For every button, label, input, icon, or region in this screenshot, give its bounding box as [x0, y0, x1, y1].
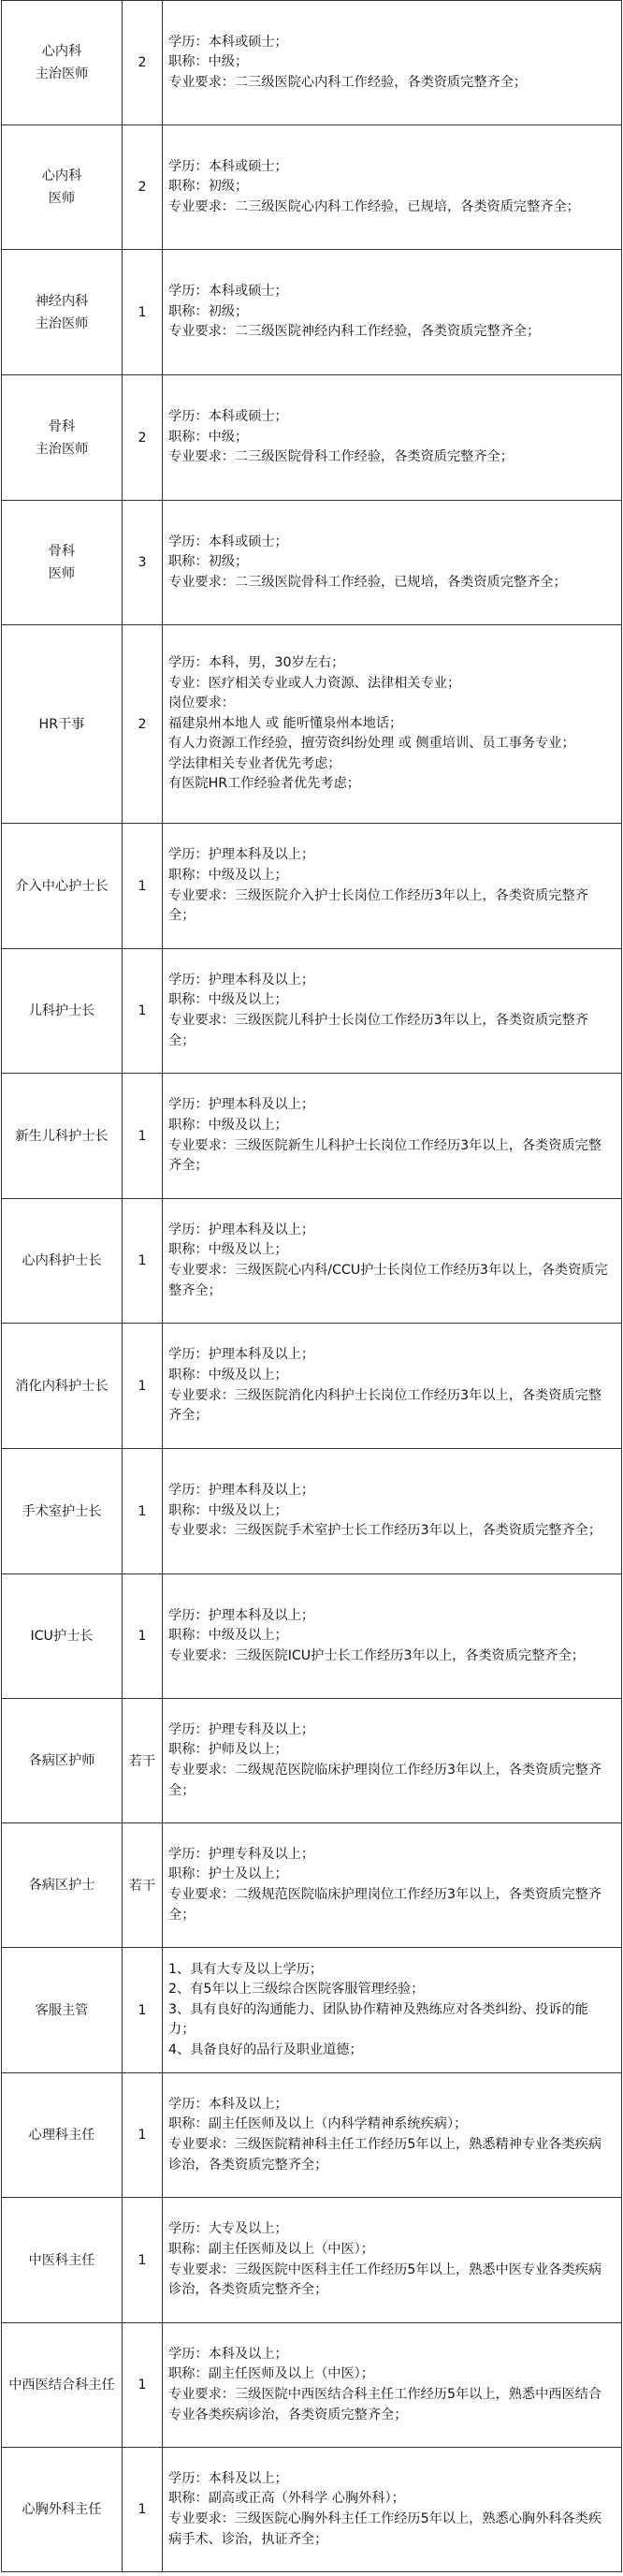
requirements-cell: 学历：本科，男，30岁左右； 专业：医疗相关专业或人力资源、法律相关专业； 岗位要求： 福建泉州本地人 或 能听懂泉州本地话； 有人力资源工作经验，擅劳资纠纷处理 或 侧重培训、员工事务专业； 学法律相关专业者优先考虑； 有医院HR工作经验者优先考虑； [163, 625, 622, 824]
requirements-cell: 学历：本科或硕士； 职称：中级； 专业要求：二三级医院骨科工作经验，各类资质完整齐全； [163, 375, 622, 501]
table-row [2, 375, 622, 501]
position-label: 神经内科 [35, 293, 89, 309]
headcount-cell: 若干 [123, 1699, 163, 1823]
recruitment-table-sheet [1, 0, 621, 2572]
position-label: 主治医师 [35, 315, 89, 331]
recruitment-table [1, 0, 622, 2572]
table-row [2, 949, 622, 1074]
position-cell [2, 2323, 123, 2448]
table-row [2, 1324, 622, 1449]
position-cell [2, 1074, 123, 1199]
headcount-cell: 2 [123, 125, 163, 250]
headcount-cell: 1 [123, 1574, 163, 1699]
position-cell [2, 501, 123, 625]
table-row [2, 1449, 622, 1574]
table-row [2, 824, 622, 949]
requirements-cell: 学历：本科及以上； 职称：副主任医师及以上（中医）； 专业要求：三级医院中西医结合科主任工作经历5年以上，熟悉中西医结合专业各类疾病诊治，各类资质完整齐全； [163, 2323, 622, 2448]
position-cell [2, 125, 123, 250]
requirements-cell: 学历：护理本科及以上； 职称：中级及以上； 专业要求：三级医院ICU护士长工作经历3年以上，各类资质完整齐全； [163, 1574, 622, 1699]
table-row [2, 2198, 622, 2323]
table-row [2, 2323, 622, 2448]
recruitment-table-body [2, 1, 622, 2572]
table-row [2, 625, 622, 824]
position-cell [2, 625, 123, 824]
position-cell [2, 824, 123, 949]
table-row [2, 1199, 622, 1324]
position-label: 主治医师 [35, 441, 89, 457]
position-label: 中医科主任 [28, 2252, 95, 2268]
position-cell [2, 375, 123, 501]
table-row [2, 2073, 622, 2198]
position-label: 心内科护士长 [22, 1253, 102, 1268]
position-cell [2, 2198, 123, 2323]
table-row [2, 501, 622, 625]
position-label: 介入中心护士长 [15, 878, 109, 894]
position-label: 各病区护师 [28, 1753, 95, 1768]
position-label: 客服主管 [35, 2002, 89, 2018]
requirements-cell: 学历：大专及以上； 职称：副主任医师及以上（中医）； 专业要求：三级医院中医科主任工作经历5年以上，熟悉中医专业各类疾病诊治，各类资质完整齐全； [163, 2198, 622, 2323]
position-label: 中西医结合科主任 [8, 2378, 115, 2393]
position-label: 新生儿科护士长 [15, 1128, 109, 1144]
position-label: 心内科 [41, 168, 82, 183]
headcount-cell: 若干 [123, 1823, 163, 1948]
requirements-cell: 学历：本科或硕士； 职称：初级； 专业要求：二三级医院神经内科工作经验，各类资质完整齐全； [163, 250, 622, 375]
position-label: 心内科 [41, 44, 82, 59]
requirements-cell: 学历：护理专科及以上； 职称：护师及以上； 专业要求：二级规范医院临床护理岗位工作经历3年以上，各类资质完整齐全； [163, 1699, 622, 1823]
position-cell [2, 1199, 123, 1324]
position-label: ICU护士长 [30, 1629, 94, 1644]
position-cell [2, 1823, 123, 1948]
position-cell [2, 1574, 123, 1699]
position-label: 主治医师 [35, 66, 89, 81]
headcount-cell: 3 [123, 501, 163, 625]
position-cell [2, 250, 123, 375]
headcount-cell: 2 [123, 625, 163, 824]
position-label: HR干事 [38, 716, 85, 732]
requirements-cell: 学历：护理本科及以上； 职称：中级及以上； 专业要求：三级医院介入护士长岗位工作经历3年以上，各类资质完整齐全； [163, 824, 622, 949]
table-row [2, 1574, 622, 1699]
headcount-cell: 1 [123, 1449, 163, 1574]
requirements-cell: 学历：护理本科及以上； 职称：中级及以上； 专业要求：三级医院手术室护士长工作经历3年以上，各类资质完整齐全； [163, 1449, 622, 1574]
table-row [2, 1, 622, 125]
position-label: 手术室护士长 [22, 1503, 102, 1519]
table-row [2, 1823, 622, 1948]
position-cell [2, 1699, 123, 1823]
table-row [2, 1699, 622, 1823]
table-row [2, 1074, 622, 1199]
position-cell [2, 1324, 123, 1449]
headcount-cell: 1 [123, 824, 163, 949]
headcount-cell: 1 [123, 250, 163, 375]
position-cell [2, 1948, 123, 2073]
requirements-cell: 学历：本科及以上； 职称：副高或正高（外科学 心胸外科）； 专业要求：三级医院心胸外科主任工作经历5年以上，熟悉心胸外科各类疾病手术、诊治，执证齐全； [163, 2448, 622, 2572]
requirements-cell: 学历：护理本科及以上； 职称：中级及以上； 专业要求：三级医院心内科/CCU护士长岗位工作经历3年以上，各类资质完整齐全； [163, 1199, 622, 1324]
headcount-cell: 1 [123, 1948, 163, 2073]
position-cell [2, 1449, 123, 1574]
requirements-cell: 学历：本科或硕士； 职称：中级； 专业要求：二三级医院心内科工作经验，各类资质完整齐全； [163, 1, 622, 125]
headcount-cell: 1 [123, 1074, 163, 1199]
headcount-cell: 1 [123, 2198, 163, 2323]
requirements-cell: 学历：护理专科及以上； 职称：护士及以上； 专业要求：二级规范医院临床护理岗位工作经历3年以上，各类资质完整齐全； [163, 1823, 622, 1948]
requirements-cell: 学历：护理本科及以上； 职称：中级及以上； 专业要求：三级医院消化内科护士长岗位工作经历3年以上，各类资质完整齐全； [163, 1324, 622, 1449]
position-label: 各病区护士 [28, 1878, 95, 1893]
position-label: 医师 [48, 566, 76, 581]
position-cell [2, 2073, 123, 2198]
table-row [2, 125, 622, 250]
requirements-cell: 学历：护理本科及以上； 职称：中级及以上； 专业要求：三级医院新生儿科护士长岗位工作经历3年以上，各类资质完整齐全； [163, 1074, 622, 1199]
headcount-cell: 1 [123, 949, 163, 1074]
position-label: 骨科 [48, 418, 76, 434]
headcount-cell: 1 [123, 1324, 163, 1449]
requirements-cell: 学历：本科或硕士； 职称：初级； 专业要求：二三级医院心内科工作经验，已规培，各类资质完整齐全； [163, 125, 622, 250]
table-row [2, 250, 622, 375]
position-label: 消化内科护士长 [15, 1378, 109, 1394]
table-row [2, 2448, 622, 2572]
requirements-cell: 1、具有大专及以上学历； 2、有5年以上三级综合医院客服管理经验； 3、具有良好的沟通能力、团队协作精神及熟练应对各类纠纷、投诉的能力； 4、具备良好的品行及职业道德； [163, 1948, 622, 2073]
table-row [2, 1948, 622, 2073]
requirements-cell: 学历：本科及以上； 职称：副主任医师及以上（内科学精神系统疾病）； 专业要求：三级医院精神科主任工作经历5年以上，熟悉精神专业各类疾病诊治，各类资质完整齐全； [163, 2073, 622, 2198]
position-label: 心胸外科主任 [22, 2502, 102, 2517]
position-label: 医师 [48, 191, 76, 206]
requirements-cell: 学历：本科或硕士； 职称：初级； 专业要求：二三级医院骨科工作经验，已规培，各类资质完整齐全； [163, 501, 622, 625]
headcount-cell: 1 [123, 1199, 163, 1324]
position-label: 骨科 [48, 544, 76, 559]
headcount-cell: 1 [123, 2073, 163, 2198]
position-cell [2, 949, 123, 1074]
headcount-cell: 1 [123, 2323, 163, 2448]
position-cell [2, 1, 123, 125]
requirements-cell: 学历：护理本科及以上； 职称：中级及以上； 专业要求：三级医院儿科护士长岗位工作经历3年以上，各类资质完整齐全； [163, 949, 622, 1074]
headcount-cell: 2 [123, 1, 163, 125]
position-label: 心理科主任 [28, 2128, 95, 2143]
headcount-cell: 2 [123, 375, 163, 501]
position-cell [2, 2448, 123, 2572]
position-label: 儿科护士长 [28, 1003, 95, 1018]
headcount-cell: 1 [123, 2448, 163, 2572]
